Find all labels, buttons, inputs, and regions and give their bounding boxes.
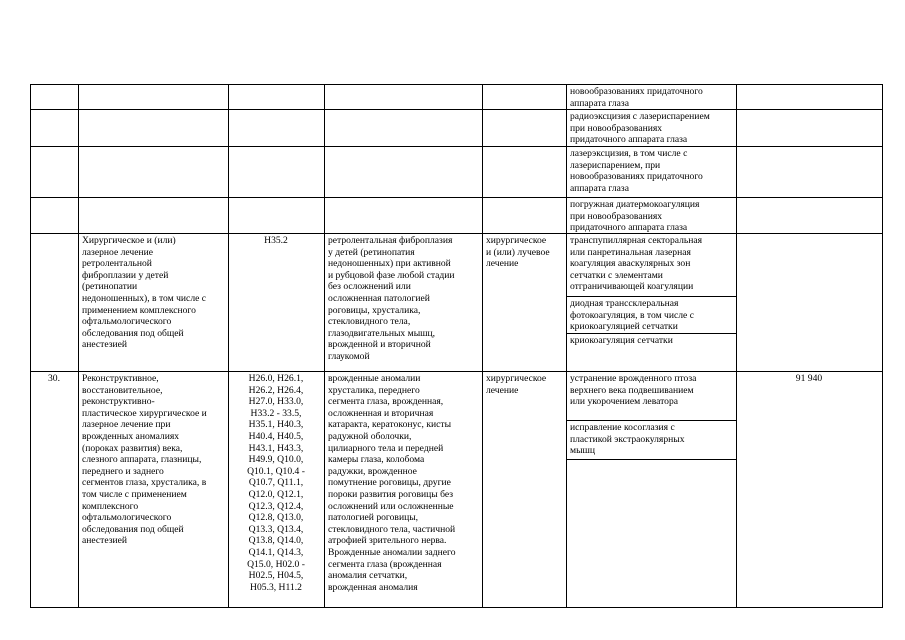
- grid-line: [882, 84, 883, 608]
- treatment-type-cell: хирургическое лечение: [486, 373, 547, 396]
- method-cell: устранение врожденного птоза верхнего века подвешиванием или укорочением леватора: [570, 373, 697, 408]
- method-cell: диодная транссклеральная фотокоагуляция, в том числе с криокоагуляцией сетчатки: [570, 298, 694, 333]
- treatment-name-cell: Реконструктивное, восстановительное, реконструктивно- пластическое хирургическое и лазерное лечение при врожденных аномалиях (пороках развития) века, слезного аппарата, глазницы, переднего и заднего сегментов глаза, хрусталика, в том числе с применением комплексного офтальмологического обследования под общей анестезией: [82, 373, 207, 547]
- method-cell: исправление косоглазия с пластикой экстраокулярных мышц: [570, 422, 685, 457]
- grid-line: [566, 333, 736, 334]
- price-cell: 91 940: [795, 373, 823, 384]
- grid-line: [736, 84, 737, 608]
- grid-line: [30, 607, 883, 608]
- grid-line: [30, 84, 31, 608]
- grid-line: [30, 197, 883, 198]
- grid-line: [30, 84, 883, 85]
- treatment-type-cell: хирургическое и (или) лучевое лечение: [486, 235, 550, 270]
- method-cell: новообразованиях придаточного аппарата глаза: [570, 86, 703, 109]
- method-cell: транспупиллярная секторальная или панретинальная лазерная коагуляция аваскулярных зон сетчатки с элементами отграничивающей коагуляции: [570, 235, 703, 293]
- method-cell: погружная диатермокоагуляция при новообразованиях придаточного аппарата глаза: [570, 199, 700, 234]
- grid-line: [566, 459, 736, 460]
- grid-line: [324, 84, 325, 608]
- icd-code-cell: H26.0, H26.1, H26.2, H26.4, H27.0, H33.0, H33.2 - 33.5, H35.1, H40.3, H40.4, H40.5, H43.1, H43.3, H49.9, Q10.0, Q10.1, Q10.4 - Q10.7, Q11.1, Q12.0, Q12.1, Q12.3, Q12.4, Q12.8, Q13.0, Q13.3, Q13.4, Q13.8, Q14.0, Q14.1, Q14.3, Q15.0, H02.0 - H02.5, H04.5, H05.3, H11.2: [247, 373, 305, 593]
- treatment-name-cell: Хирургическое и (или) лазерное лечение ретролентальной фиброплазии у детей (ретинопатии недоношенных), в том числе с применением комплексного офтальмологического обследования под общей анестезией: [82, 235, 207, 351]
- grid-line: [30, 109, 883, 110]
- method-cell: криокоагуляция сетчатки: [570, 335, 673, 346]
- icd-code-cell: H35.2: [264, 235, 288, 246]
- grid-line: [78, 84, 79, 608]
- method-cell: радиоэксцизия с лазериспарением при новообразованиях придаточного аппарата глаза: [570, 111, 710, 146]
- grid-line: [482, 84, 483, 608]
- grid-line: [30, 146, 883, 147]
- method-cell: лазерэксцизия, в том числе с лазериспарением, при новообразованиях придаточного аппарата глаза: [570, 148, 703, 194]
- grid-line: [30, 371, 883, 372]
- patient-model-cell: ретролентальная фиброплазия у детей (ретинопатия недоношенных) при активной и рубцовой фазе любой стадии без осложнений или осложненная патологией роговицы, хрусталика, стекловидного тела, глазодвигательных мышц, врожденной и вторичной глаукомой: [328, 235, 455, 362]
- grid-line: [566, 420, 736, 421]
- row-number-cell: 30.: [48, 373, 60, 384]
- grid-line: [30, 233, 883, 234]
- patient-model-cell: врожденные аномалии хрусталика, переднего сегмента глаза, врожденная, осложненная и вторичная катаракта, кератоконус, кисты радужной оболочки, цилиарного тела и передней камеры глаза, колобома радужки, врожденное помутнение роговицы, другие пороки развития роговицы без осложнений или осложненные патологией роговицы, стекловидного тела, частичной атрофией зрительного нерва. Врожденные аномалии заднего сегмента глаза (врожденная аномалия сетчатки, врожденная аномалия: [328, 373, 456, 593]
- grid-line: [566, 296, 736, 297]
- grid-line: [566, 84, 567, 608]
